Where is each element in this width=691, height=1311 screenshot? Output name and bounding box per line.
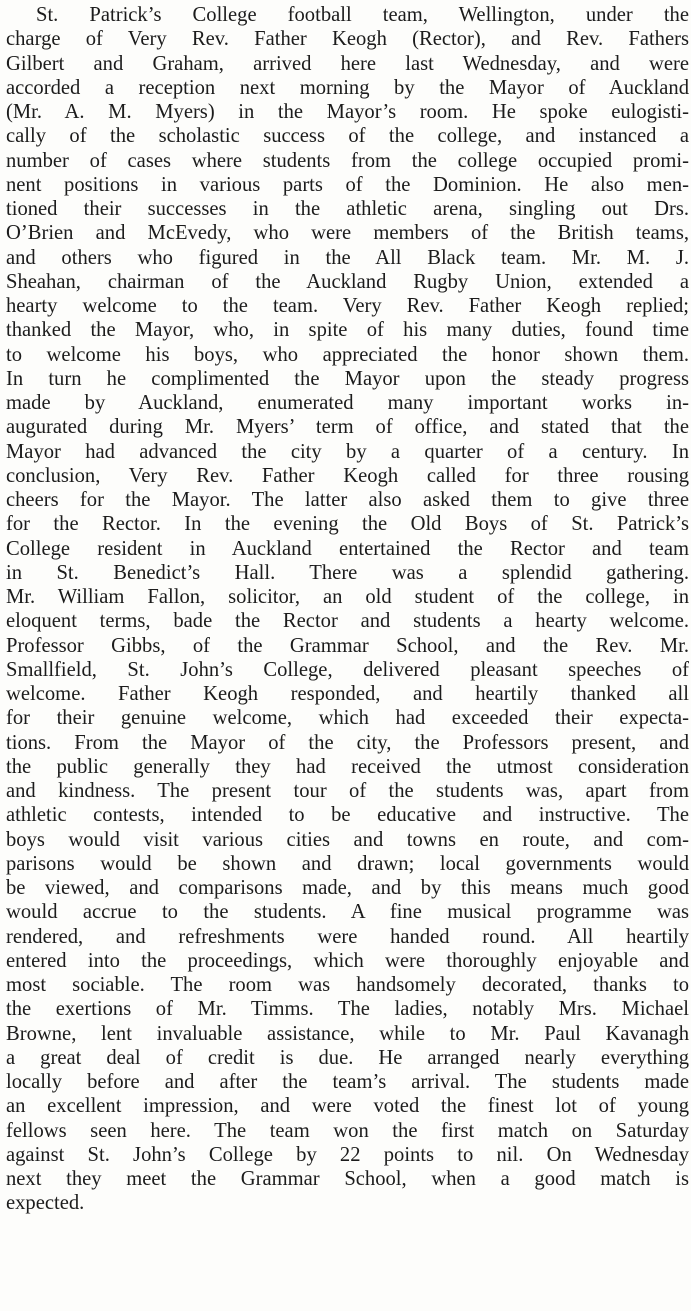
text-line: accorded a reception next morning by the Mayor of Auckland xyxy=(6,76,689,99)
text-line: conclusion, Very Rev. Father Keogh called for three rousing xyxy=(6,464,689,487)
text-line: boys would visit various cities and towns en route, and com- xyxy=(6,828,689,851)
text-line: next they meet the Grammar School, when a good match is xyxy=(6,1168,689,1190)
text-line: the exertions of Mr. Timms. The ladies, notably Mrs. Michael xyxy=(6,998,689,1021)
text-line: tions. From the Mayor of the city, the Professors present, and xyxy=(6,731,689,754)
text-line: cheers for the Mayor. The latter also asked them to give three xyxy=(6,489,689,511)
text-line: for their genuine welcome, which had exceeded their expecta- xyxy=(6,707,689,730)
text-line: Smallfield, St. John’s College, delivered pleasant speeches of xyxy=(6,658,689,681)
text-line: fellows seen here. The team won the first match on Saturday xyxy=(6,1119,689,1142)
text-line: locally before and after the team’s arrival. The students made xyxy=(6,1071,689,1093)
text-line: be viewed, and comparisons made, and by this means much good xyxy=(6,877,689,899)
text-line: Professor Gibbs, of the Grammar School, and the Rev. Mr. xyxy=(6,634,689,657)
text-line: Browne, lent invaluable assistance, while to Mr. Paul Kavanagh xyxy=(6,1022,689,1045)
text-line: eloquent terms, bade the Rector and students a hearty welcome. xyxy=(6,610,689,633)
text-line: In turn he complimented the Mayor upon the steady progress xyxy=(6,367,689,390)
text-line: a great deal of credit is due. He arranged nearly everything xyxy=(6,1046,689,1069)
text-line: College resident in Auckland entertained the Rector and team xyxy=(6,537,689,560)
text-line: thanked the Mayor, who, in spite of his many duties, found time xyxy=(6,319,689,342)
text-line: for the Rector. In the evening the Old Boys of St. Patrick’s xyxy=(6,513,689,536)
text-line: nent positions in various parts of the Dominion. He also men- xyxy=(6,173,689,196)
text-line: number of cases where students from the college occupied promi- xyxy=(6,149,689,172)
text-line: St. Patrick’s College football team, Wellington, under the xyxy=(36,4,689,26)
text-line: would accrue to the students. A fine musical programme was xyxy=(6,901,689,924)
text-line: Mr. William Fallon, solicitor, an old student of the college, in xyxy=(6,586,689,608)
text-line: and others who figured in the All Black team. Mr. M. J. xyxy=(6,246,689,269)
text-line: expected. xyxy=(6,1192,85,1215)
text-line: entered into the proceedings, which were thoroughly enjoyable and xyxy=(6,949,689,972)
text-line: hearty welcome to the team. Very Rev. Father Keogh replied; xyxy=(6,295,689,317)
text-line: and kindness. The present tour of the students was, apart from xyxy=(6,780,689,802)
text-line: rendered, and refreshments were handed round. All heartily xyxy=(6,925,689,948)
text-line: augurated during Mr. Myers’ term of office, and stated that the xyxy=(6,416,689,439)
text-line: welcome. Father Keogh responded, and heartily thanked all xyxy=(6,683,689,705)
text-line: charge of Very Rev. Father Keogh (Rector), and Rev. Fathers xyxy=(6,28,689,51)
text-line: Mayor had advanced the city by a quarter of a century. In xyxy=(6,440,689,463)
text-line: the public generally they had received the utmost consideration xyxy=(6,755,689,778)
text-line: against St. John’s College by 22 points to nil. On Wednesday xyxy=(6,1143,689,1166)
text-line: to welcome his boys, who appreciated the honor shown them. xyxy=(6,343,689,366)
text-line: tioned their successes in the athletic arena, singling out Drs. xyxy=(6,198,689,220)
text-line: most sociable. The room was handsomely decorated, thanks to xyxy=(6,974,689,996)
text-line: in St. Benedict’s Hall. There was a splendid gathering. xyxy=(6,561,689,584)
article-body xyxy=(6,3,689,1216)
text-line: Sheahan, chairman of the Auckland Rugby Union, extended a xyxy=(6,270,689,293)
text-line: Gilbert and Graham, arrived here last Wednesday, and were xyxy=(6,52,689,75)
text-line: O’Brien and McEvedy, who were members of the British teams, xyxy=(6,222,689,245)
text-line: athletic contests, intended to be educative and instructive. The xyxy=(6,804,689,827)
text-line: an excellent impression, and were voted the finest lot of young xyxy=(6,1095,689,1118)
text-line: parisons would be shown and drawn; local governments would xyxy=(6,852,689,875)
text-line: made by Auckland, enumerated many important works in- xyxy=(6,392,689,414)
text-line: cally of the scholastic success of the college, and instanced a xyxy=(6,125,689,148)
text-line: (Mr. A. M. Myers) in the Mayor’s room. He spoke eulogisti- xyxy=(6,101,689,123)
